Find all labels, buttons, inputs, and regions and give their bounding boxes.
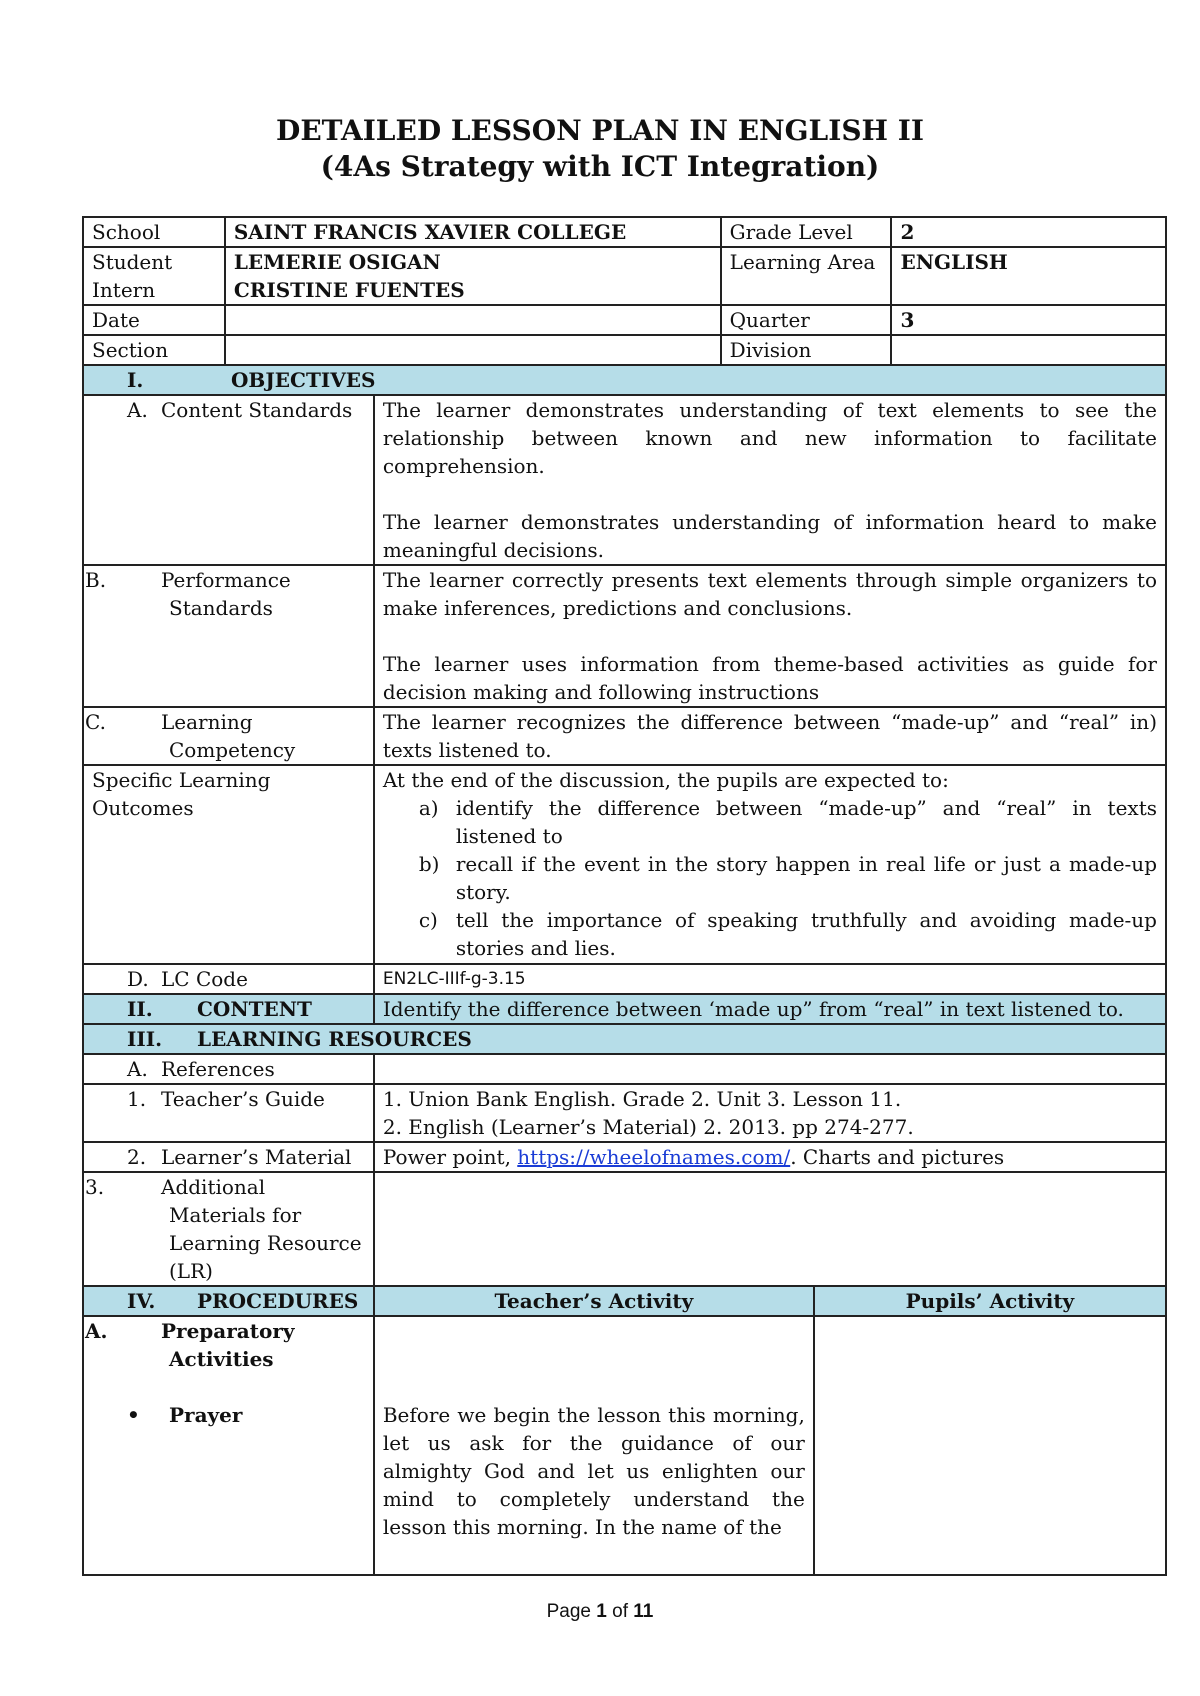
pupils-activity-text bbox=[814, 1316, 1166, 1575]
teachers-guide-label: Teacher’s Guide bbox=[161, 1087, 325, 1111]
performance-standards-text: The learner correctly presents text elements through simple organizers to make inferences, predictions and conclusions. The learner uses information from theme-based activities as guide for decision making and following instructions bbox=[374, 565, 1166, 707]
teachers-activity-heading: Teacher’s Activity bbox=[374, 1286, 814, 1316]
learning-resources-header-row: III. LEARNING RESOURCES bbox=[83, 1024, 1166, 1054]
division-label: Division bbox=[721, 335, 892, 365]
learners-material-value: Power point, https://wheelofnames.com/. Charts and pictures bbox=[374, 1142, 1166, 1172]
learners-material-label: Learner’s Material bbox=[161, 1145, 352, 1169]
procedures-header-row: IV. PROCEDURES Teacher’s Activity Pupils’ Activity bbox=[83, 1286, 1166, 1316]
procedures-heading: PROCEDURES bbox=[197, 1289, 359, 1313]
pupils-activity-heading: Pupils’ Activity bbox=[814, 1286, 1166, 1316]
additional-materials-value bbox=[374, 1172, 1166, 1286]
learning-competency-text: The learner recognizes the difference between “made-up” and “real” in) texts listened to. bbox=[374, 707, 1166, 765]
content-heading: CONTENT bbox=[197, 997, 312, 1021]
total-pages: 11 bbox=[633, 1601, 654, 1622]
specific-outcomes-label: Specific Learning Outcomes bbox=[83, 765, 374, 964]
current-page: 1 bbox=[596, 1601, 607, 1622]
page-footer: Page 1 of 11 bbox=[546, 1601, 654, 1622]
school-value: SAINT FRANCIS XAVIER COLLEGE bbox=[225, 217, 721, 247]
teachers-guide-value: 1. Union Bank English. Grade 2. Unit 3. Lesson 11. 2. English (Learner’s Material) 2. 2013. pp 274-277. bbox=[374, 1084, 1166, 1142]
school-label: School bbox=[83, 217, 225, 247]
specific-outcomes-row bbox=[83, 765, 1166, 964]
outcome-item-b: b) recall if the event in the story happen in real life or just a made-up story. bbox=[418, 852, 1157, 904]
prayer-label: Prayer bbox=[169, 1403, 243, 1427]
teachers-activity-text: Before we begin the lesson this morning, let us ask for the guidance of our almighty God and let us enlighten our mind to completely understand the lesson this morning. In the name of the bbox=[374, 1316, 814, 1575]
content-standards-text: The learner demonstrates understanding of text elements to see the relationship between known and new information to facilitate comprehension. The learner demonstrates understanding of information heard to make meaningful decisions. bbox=[374, 395, 1166, 565]
date-label: Date bbox=[83, 305, 225, 335]
quarter-value: 3 bbox=[891, 305, 1166, 335]
lesson-plan-table bbox=[82, 364, 1167, 1576]
document-subtitle: (4As Strategy with ICT Integration) bbox=[320, 150, 880, 183]
outcome-item-a: a) identify the difference between “made-up” and “real” in texts listened to bbox=[418, 796, 1157, 848]
header-info-table bbox=[82, 216, 1167, 366]
student-intern-value: LEMERIE OSIGAN CRISTINE FUENTES bbox=[225, 247, 721, 305]
division-value bbox=[891, 335, 1166, 365]
teachers-guide-row: 1. Teacher’s Guide 1. Union Bank English. Grade 2. Unit 3. Lesson 11. 2. English (Learner’s Material) 2. 2013. pp 274-277. bbox=[83, 1084, 1166, 1142]
performance-standards-row: B. Performance Standards The learner correctly presents text elements through simple organizers to make inferences, predictions and conclusions. The learner uses information from theme-based activities as guide for decision making and following instructions bbox=[83, 565, 1166, 707]
learning-area-label: Learning Area bbox=[721, 247, 892, 305]
section-label: Section bbox=[83, 335, 225, 365]
learning-competency-row: C. Learning Competency The learner recognizes the difference between “made-up” and “real” in) texts listened to. bbox=[83, 707, 1166, 765]
content-text: Identify the difference between ‘made up” from “real” in text listened to. bbox=[374, 994, 1166, 1024]
preparatory-activities-row bbox=[83, 1316, 1166, 1575]
references-label: References bbox=[161, 1057, 275, 1081]
quarter-label: Quarter bbox=[721, 305, 892, 335]
lc-code-value: EN2LC-IIIf-g-3.15 bbox=[374, 964, 1166, 994]
grade-level-value: 2 bbox=[891, 217, 1166, 247]
outcomes-list bbox=[383, 794, 1157, 962]
additional-materials-row: 3. Additional Materials for Learning Resource (LR) bbox=[83, 1172, 1166, 1286]
lc-code-label: LC Code bbox=[161, 967, 248, 991]
section-value bbox=[225, 335, 721, 365]
learning-resources-heading: LEARNING RESOURCES bbox=[197, 1027, 472, 1051]
date-value bbox=[225, 305, 721, 335]
objectives-header-row: I. OBJECTIVES bbox=[83, 365, 1166, 395]
content-header-row: II. CONTENT Identify the difference between ‘made up” from “real” in text listened to. bbox=[83, 994, 1166, 1024]
objectives-heading: OBJECTIVES bbox=[231, 368, 376, 392]
grade-level-label: Grade Level bbox=[721, 217, 892, 247]
content-standards-label: Content Standards bbox=[161, 398, 353, 422]
references-row: A. References bbox=[83, 1054, 1166, 1084]
preparatory-activities-label: A. Preparatory Activities • Prayer bbox=[83, 1316, 374, 1575]
lc-code-row: D. LC Code EN2LC-IIIf-g-3.15 bbox=[83, 964, 1166, 994]
outcome-item-c: c) tell the importance of speaking truthfully and avoiding made-up stories and lies. bbox=[418, 908, 1157, 960]
document-title: DETAILED LESSON PLAN IN ENGLISH II bbox=[276, 114, 924, 147]
bullet-icon: • bbox=[127, 1403, 140, 1427]
student-intern-label: Student Intern bbox=[83, 247, 225, 305]
wheelofnames-link[interactable]: https://wheelofnames.com/ bbox=[517, 1145, 791, 1169]
learning-area-value: ENGLISH bbox=[891, 247, 1166, 305]
learners-material-row: 2. Learner’s Material Power point, https://wheelofnames.com/. Charts and pictures bbox=[83, 1142, 1166, 1172]
specific-outcomes-text: At the end of the discussion, the pupils are expected to: a) identify the difference between “made-up” and “real” in texts listened to b) recall if the event in the story happen in real life or just a made-up story. c) tell the importance of speaking truthfully and avoiding made-up stories and lies. bbox=[374, 765, 1166, 964]
content-standards-row: A. Content Standards The learner demonstrates understanding of text elements to see the relationship between known and new information to facilitate comprehension. The learner demonstrates understanding of information heard to make meaningful decisions. bbox=[83, 395, 1166, 565]
